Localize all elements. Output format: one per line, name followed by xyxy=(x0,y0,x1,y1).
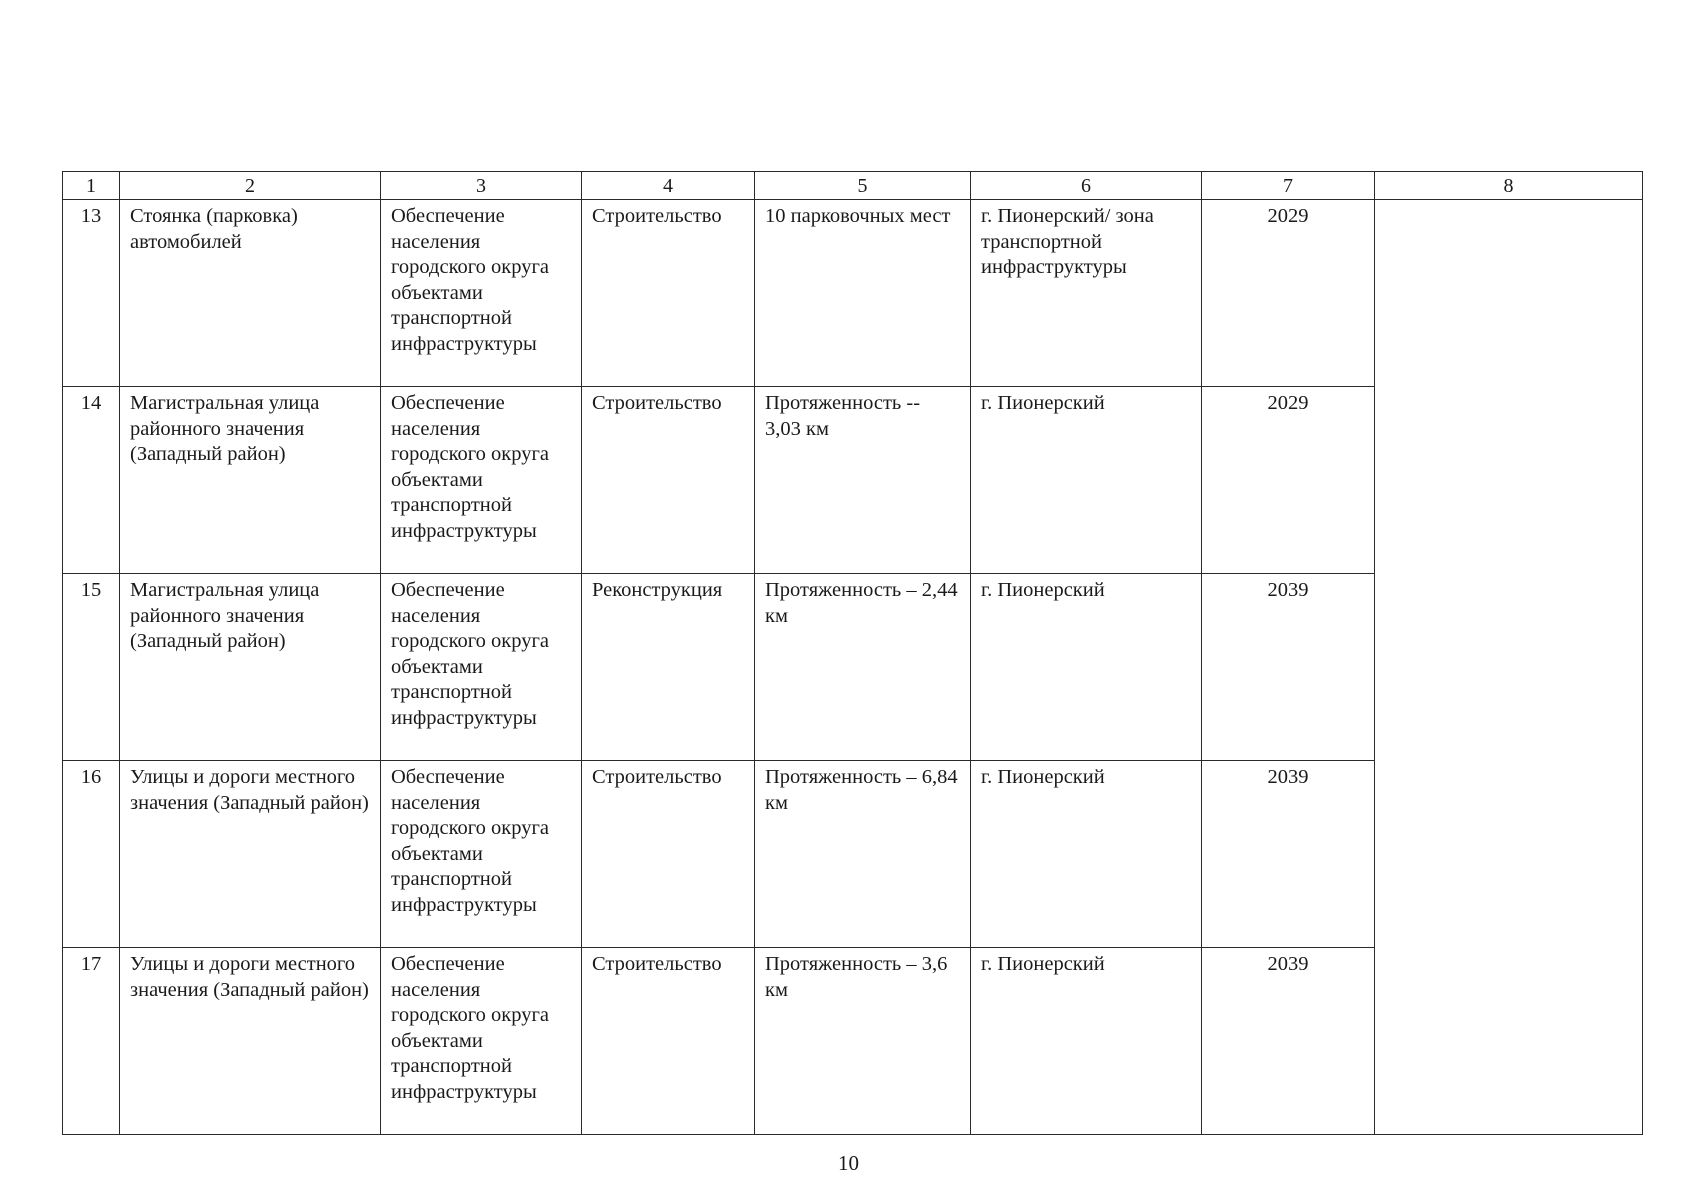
object-characteristics: Протяженность – 3,6 км xyxy=(755,948,971,1135)
column-header: 7 xyxy=(1202,172,1375,200)
work-type: Реконструкция xyxy=(582,574,755,761)
work-type: Строительство xyxy=(582,387,755,574)
row-number: 15 xyxy=(63,574,120,761)
column-header: 5 xyxy=(755,172,971,200)
column-header: 4 xyxy=(582,172,755,200)
object-purpose: Обеспечение населения городского округа объектами транспортной инфраструктуры xyxy=(381,200,582,387)
column-number-header-row xyxy=(63,172,1643,200)
row-number: 14 xyxy=(63,387,120,574)
object-purpose: Обеспечение населения городского округа объектами транспортной инфраструктуры xyxy=(381,574,582,761)
implementation-year: 2039 xyxy=(1202,761,1375,948)
implementation-year: 2029 xyxy=(1202,387,1375,574)
object-location: г. Пионерский xyxy=(971,761,1202,948)
work-type: Строительство xyxy=(582,948,755,1135)
column-header: 2 xyxy=(120,172,381,200)
object-characteristics: Протяженность – 6,84 км xyxy=(755,761,971,948)
object-purpose: Обеспечение населения городского округа объектами транспортной инфраструктуры xyxy=(381,761,582,948)
object-purpose: Обеспечение населения городского округа объектами транспортной инфраструктуры xyxy=(381,948,582,1135)
column-header: 6 xyxy=(971,172,1202,200)
column-8-cell xyxy=(1375,200,1643,1135)
object-characteristics: 10 парковочных мест xyxy=(755,200,971,387)
object-characteristics: Протяженность – 2,44 км xyxy=(755,574,971,761)
work-type: Строительство xyxy=(582,200,755,387)
object-name: Магистральная улица районного значения (Западный район) xyxy=(120,574,381,761)
object-location: г. Пионерский xyxy=(971,948,1202,1135)
object-location: г. Пионерский xyxy=(971,574,1202,761)
object-location: г. Пионерский/ зона транспортной инфраструктуры xyxy=(971,200,1202,387)
implementation-year: 2039 xyxy=(1202,948,1375,1135)
object-purpose: Обеспечение населения городского округа объектами транспортной инфраструктуры xyxy=(381,387,582,574)
object-characteristics: Протяженность -- 3,03 км xyxy=(755,387,971,574)
objects-table xyxy=(62,171,1643,1135)
table-row xyxy=(63,200,1643,387)
object-location: г. Пионерский xyxy=(971,387,1202,574)
page-number: 10 xyxy=(838,1151,859,1175)
work-type: Строительство xyxy=(582,761,755,948)
column-header: 1 xyxy=(63,172,120,200)
object-name: Магистральная улица районного значения (Западный район) xyxy=(120,387,381,574)
implementation-year: 2039 xyxy=(1202,574,1375,761)
row-number: 16 xyxy=(63,761,120,948)
row-number: 13 xyxy=(63,200,120,387)
object-name: Улицы и дороги местного значения (Западный район) xyxy=(120,948,381,1135)
row-number: 17 xyxy=(63,948,120,1135)
column-header: 8 xyxy=(1375,172,1643,200)
column-header: 3 xyxy=(381,172,582,200)
implementation-year: 2029 xyxy=(1202,200,1375,387)
object-name: Улицы и дороги местного значения (Западный район) xyxy=(120,761,381,948)
object-name: Стоянка (парковка) автомобилей xyxy=(120,200,381,387)
